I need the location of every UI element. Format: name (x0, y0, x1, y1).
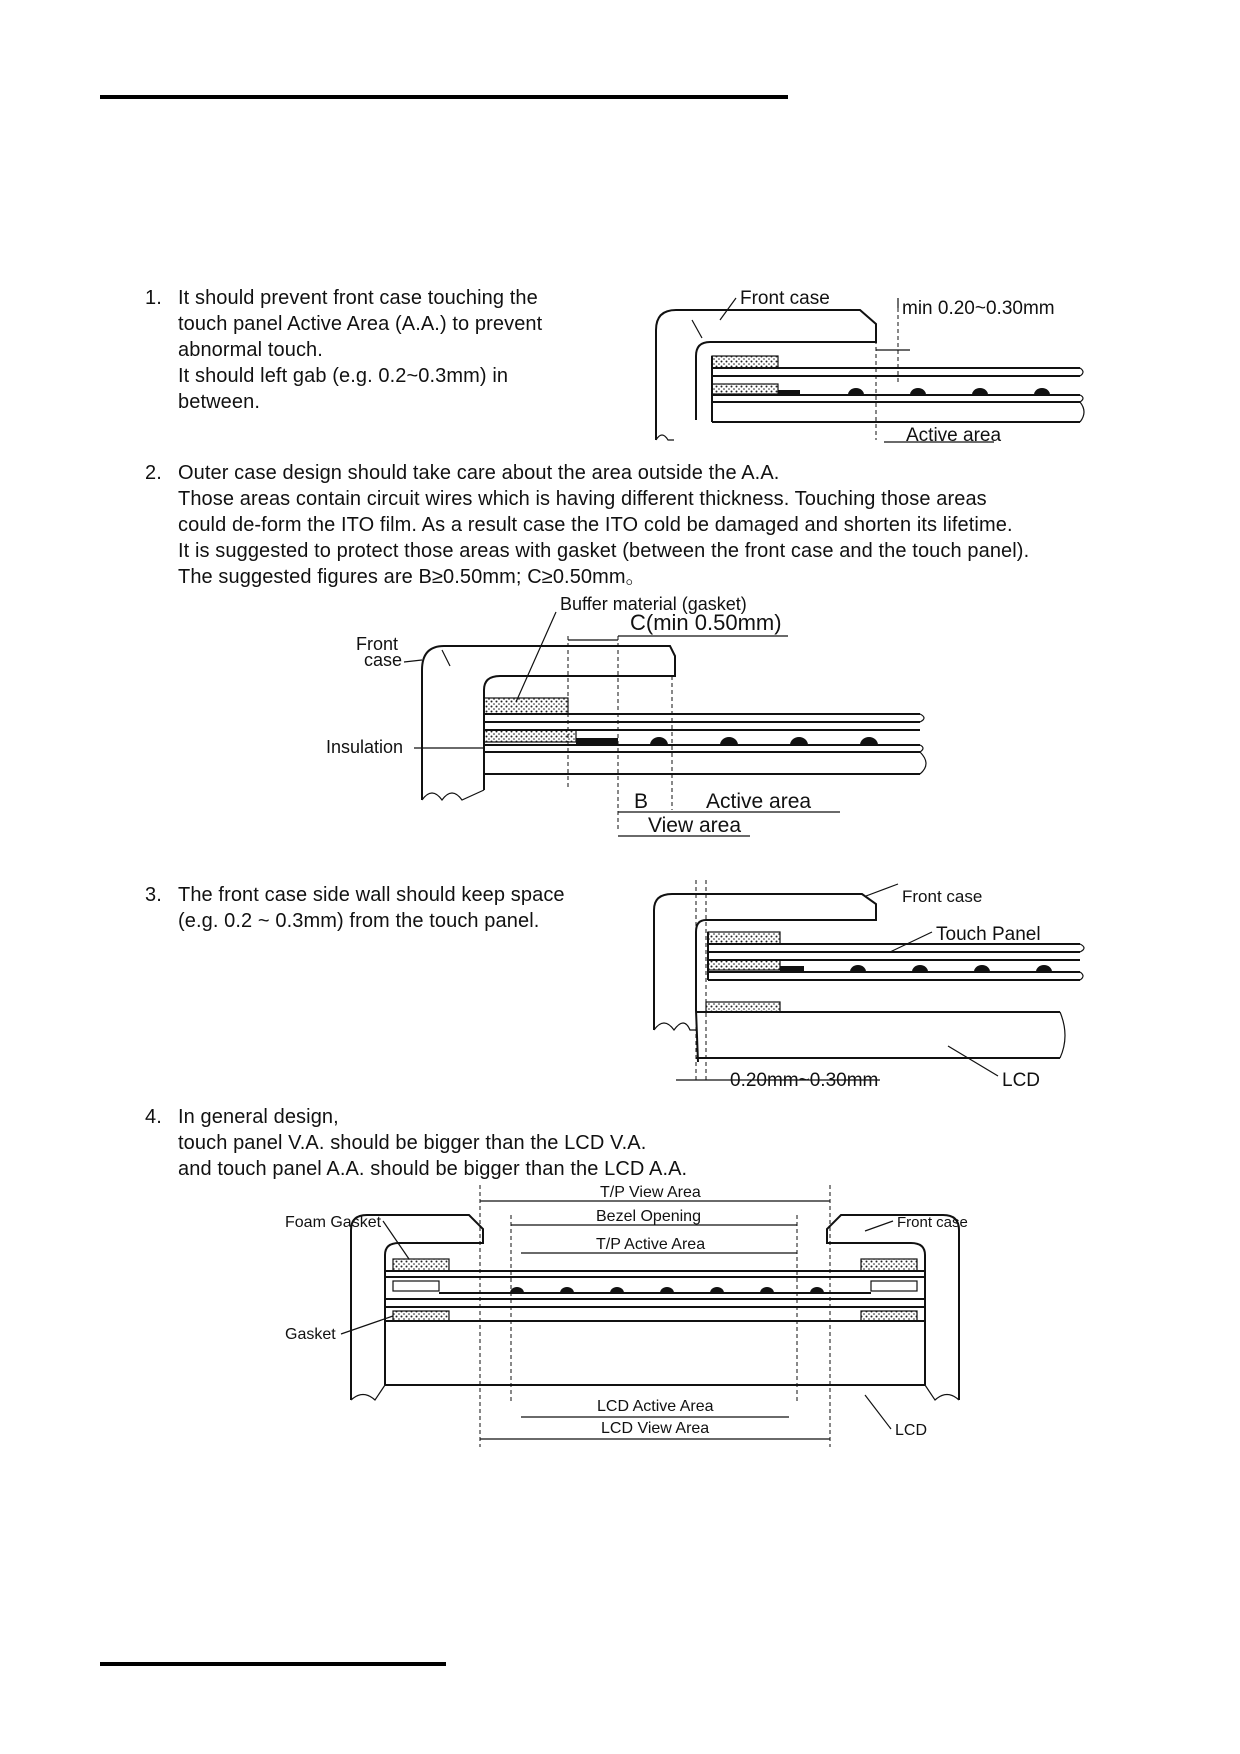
fig2-view-area-label: View area (648, 814, 742, 837)
item-number: 1. (145, 287, 162, 309)
fig1-gap-label: min 0.20~0.30mm (902, 298, 1055, 319)
item-number: 2. (145, 462, 162, 484)
item-text: Outer case design should take care about the area outside the A.A. Those areas contain circuit wires which is having different thickness. Touching those areas could de-form the ITO film. As a result case the ITO cold be damaged and shorten its lifetime. It is suggested to protect those areas with gasket (between the front case and the touch panel). The suggested figures are B≥0.50mm; C≥0.50mm。 (178, 462, 1030, 588)
fig2-front-label: Front (356, 634, 399, 654)
fig2-case-label-2: case (364, 650, 403, 670)
fig2-buffer-label: Buffer material (gasket) (560, 594, 747, 614)
fig4-foam-gasket-label: Foam Gasket (285, 1214, 382, 1231)
fig4-tp-active-area-label: T/P Active Area (596, 1236, 706, 1253)
item-text: In general design, touch panel V.A. should be bigger than the LCD V.A. and touch panel A.A. should be bigger than the LCD A.A. (178, 1106, 688, 1180)
item-number: 3. (145, 884, 162, 906)
footer-rule (100, 1662, 446, 1666)
fig4-tp-view-area-label: T/P View Area (600, 1184, 701, 1201)
fig3-lcd-label: LCD (1002, 1070, 1041, 1091)
item-text: It should prevent front case touching the touch panel Active Area (A.A.) to prevent abnormal touch. It should left gab (e.g. 0.2~0.3mm) in between. (178, 287, 543, 413)
fig4-lcd-view-area-label: LCD View Area (601, 1420, 710, 1437)
figure-4-general-design (285, 1185, 1025, 1450)
fig2-active-area-label: Active area (706, 790, 812, 813)
figure-3-side-wall-space (640, 880, 1100, 1090)
guideline-3 (145, 882, 645, 937)
guideline-1 (145, 285, 605, 420)
fig4-lcd-active-area-label: LCD Active Area (597, 1398, 714, 1415)
header-rule (100, 95, 788, 99)
fig2-b-label: B (634, 790, 649, 813)
fig4-front-case-label: Front case (897, 1214, 968, 1231)
fig3-touch-panel-label: Touch Panel (936, 924, 1041, 945)
figure-1-front-case-gap (640, 280, 1100, 450)
fig1-front-case-label: Front case (740, 288, 830, 309)
item-number: 4. (145, 1106, 162, 1128)
guideline-4 (145, 1104, 845, 1184)
fig4-bezel-opening-label: Bezel Opening (596, 1208, 701, 1225)
fig2-c-label: C(min 0.50mm) (630, 610, 782, 635)
fig4-gasket-label: Gasket (285, 1326, 336, 1343)
fig1-active-area-label: Active area (906, 425, 1002, 446)
fig2-insulation-label: Insulation (326, 737, 404, 757)
guideline-2 (145, 460, 1125, 595)
item-text: The front case side wall should keep space (e.g. 0.2 ~ 0.3mm) from the touch panel. (178, 884, 565, 932)
fig4-lcd-label: LCD (895, 1422, 928, 1439)
fig3-gap-label: 0.20mm~0.30mm (730, 1070, 879, 1091)
figure-2-gasket-buffer (320, 590, 960, 850)
fig3-front-case-label: Front case (902, 887, 983, 906)
